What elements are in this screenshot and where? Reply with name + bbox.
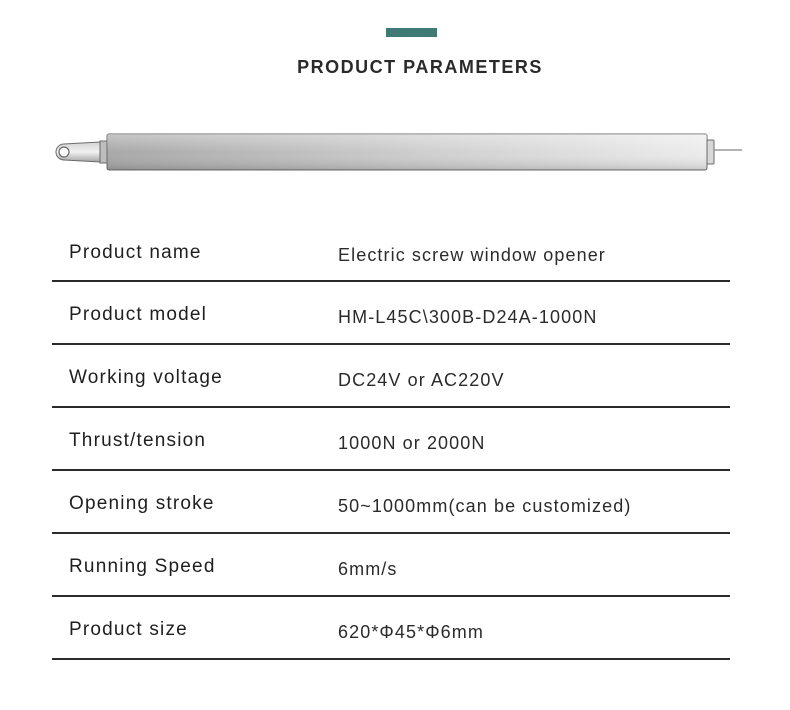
spec-value: 6mm/s [338, 559, 398, 579]
spec-label: Opening stroke [69, 493, 215, 514]
spec-label: Product model [69, 304, 208, 325]
spec-label: Running Speed [69, 556, 216, 577]
spec-row-thrust-tension [52, 408, 730, 471]
spec-row-product-model [52, 282, 730, 345]
spec-row-working-voltage [52, 345, 730, 408]
spec-label: Product size [69, 619, 188, 640]
spec-value: 1000N or 2000N [338, 433, 486, 453]
spec-value: HM-L45C\300B-D24A-1000N [338, 307, 598, 327]
spec-row-product-name [52, 220, 730, 282]
spec-value: 620*Φ45*Φ6mm [338, 622, 484, 642]
spec-value: 50~1000mm(can be customized) [338, 496, 632, 516]
spec-row-running-speed [52, 534, 730, 597]
spec-value: DC24V or AC220V [338, 370, 505, 390]
spec-label: Working voltage [69, 367, 223, 388]
page-title: PRODUCT PARAMETERS [297, 57, 543, 77]
header-accent-bar [386, 28, 437, 37]
linear-actuator-icon [50, 128, 750, 176]
spec-table [52, 220, 730, 660]
spec-label: Thrust/tension [69, 430, 207, 451]
spec-label: Product name [69, 242, 202, 263]
spec-value: Electric screw window opener [338, 245, 606, 265]
spec-row-opening-stroke [52, 471, 730, 534]
spec-row-product-size [52, 597, 730, 660]
